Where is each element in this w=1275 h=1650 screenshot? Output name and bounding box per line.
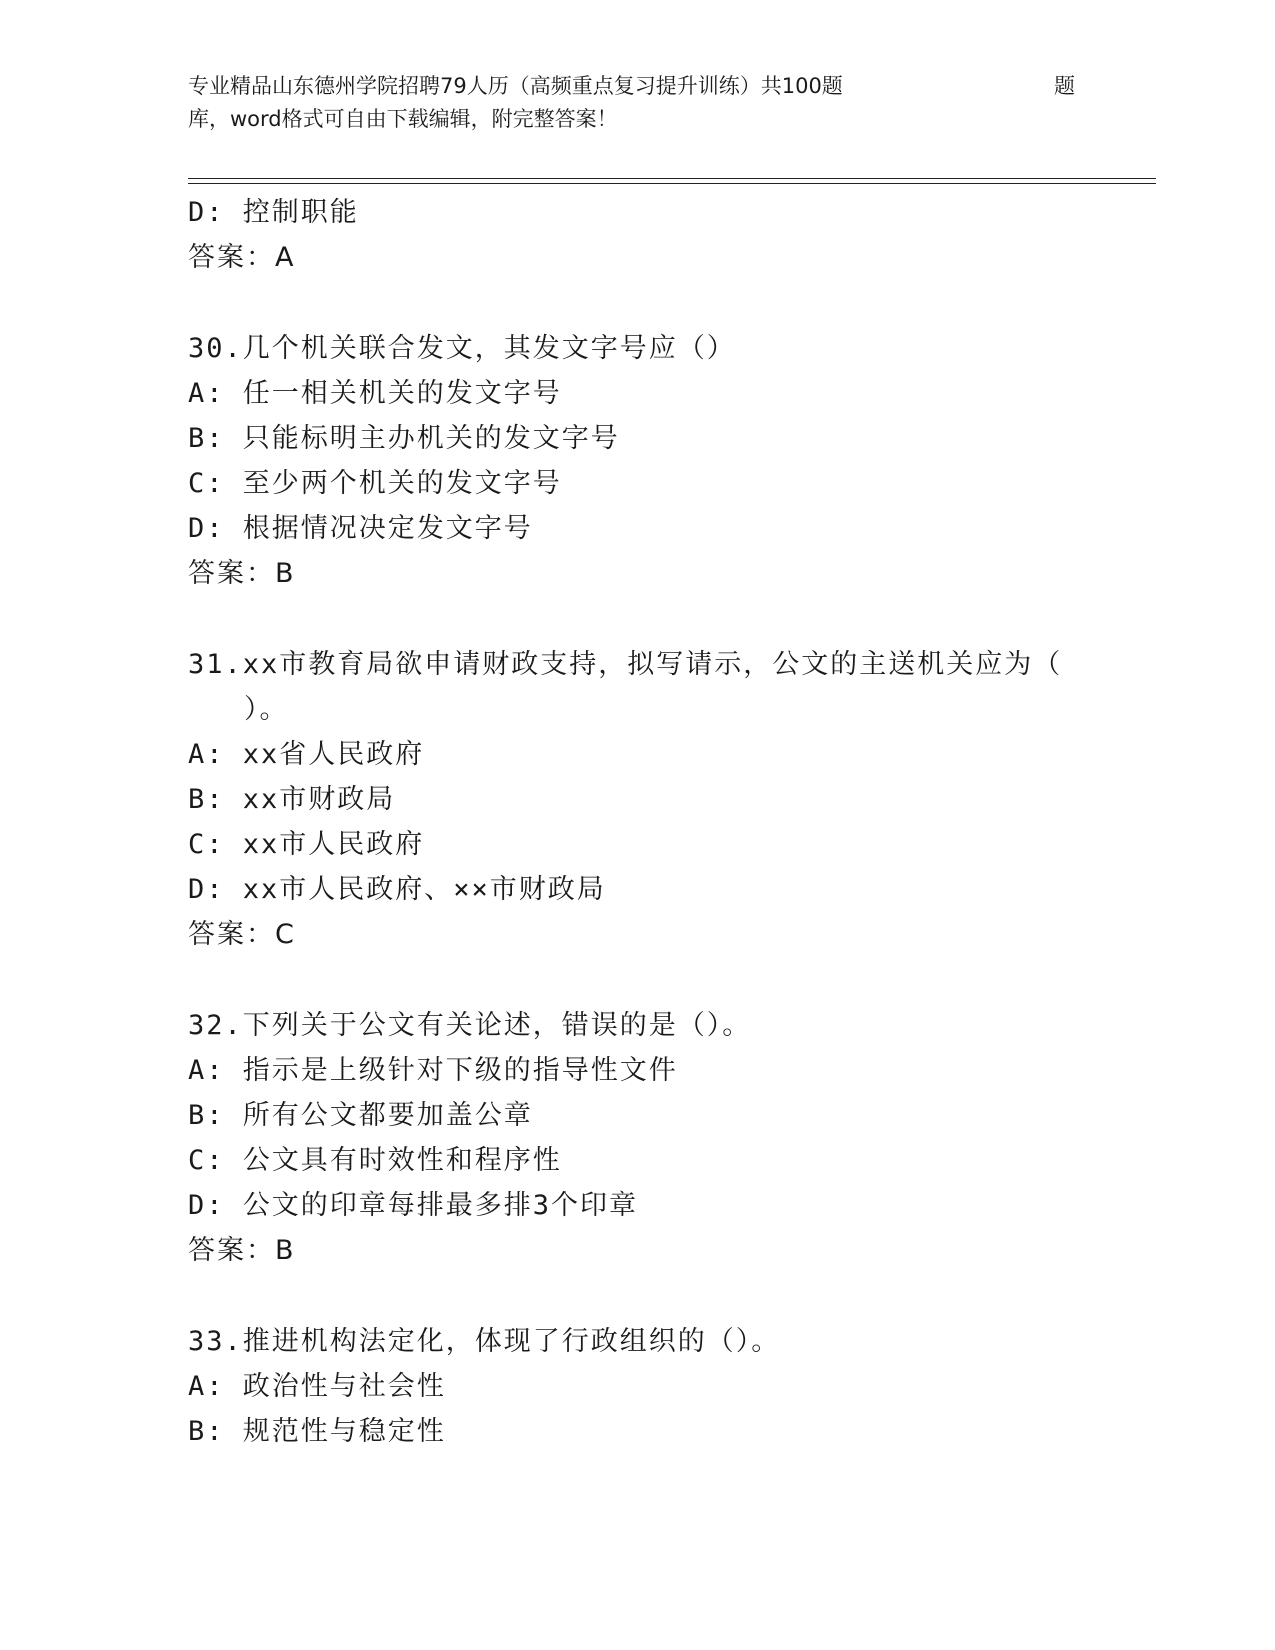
q33-stem: 33.推进机构法定化，体现了行政组织的（）。: [188, 1326, 781, 1357]
q31-stem: 31.xx市教育局欲申请财政支持，拟写请示，公文的主送机关应为（: [188, 649, 1063, 680]
q30-answer: 答案：B: [188, 558, 296, 589]
q32-stem: 32.下列关于公文有关论述，错误的是（）。: [188, 1010, 752, 1041]
header-title-tail: 题: [1054, 74, 1075, 98]
spacer: [188, 597, 1088, 642]
q31-option-c: C: xx市人民政府: [188, 829, 425, 860]
q33-option-b: B: 规范性与稳定性: [188, 1416, 446, 1447]
q30-option-d: D: 根据情况决定发文字号: [188, 513, 533, 544]
q32-option-a: A: 指示是上级针对下级的指导性文件: [188, 1055, 678, 1086]
header-title-line1: 专业精品山东德州学院招聘79人历（高频重点复习提升训练）共100题: [188, 74, 843, 98]
q32-option-b: B: 所有公文都要加盖公章: [188, 1100, 533, 1131]
spacer: [188, 281, 1088, 326]
q30-stem: 30.几个机关联合发文，其发文字号应（）: [188, 333, 736, 364]
q31-option-a: A: xx省人民政府: [188, 739, 425, 770]
prev-answer: 答案：A: [188, 242, 296, 273]
q32-answer: 答案：B: [188, 1235, 296, 1266]
q31-option-b: B: xx市财政局: [188, 784, 396, 815]
q32-option-c: C: 公文具有时效性和程序性: [188, 1145, 562, 1176]
spacer: [188, 1274, 1088, 1319]
q31-option-d: D: xx市人民政府、××市财政局: [188, 874, 606, 905]
question-list: [188, 190, 1088, 1454]
q32-option-d: D: 公文的印章每排最多排3个印章: [188, 1190, 639, 1221]
prev-option-d: D: 控制职能: [188, 197, 359, 228]
q33-option-a: A: 政治性与社会性: [188, 1371, 446, 1402]
spacer: [188, 958, 1088, 1003]
document-header: [188, 70, 1088, 136]
header-rule-top: [188, 178, 1156, 179]
header-rule-bottom: [188, 183, 1156, 184]
q31-stem-continuation: ）。: [244, 694, 289, 725]
q30-option-a: A: 任一相关机关的发文字号: [188, 378, 562, 409]
q30-option-c: C: 至少两个机关的发文字号: [188, 468, 562, 499]
header-title-line2: 库，word格式可自由下载编辑，附完整答案！: [188, 107, 618, 131]
q31-answer: 答案：C: [188, 919, 296, 950]
q30-option-b: B: 只能标明主办机关的发文字号: [188, 423, 620, 454]
